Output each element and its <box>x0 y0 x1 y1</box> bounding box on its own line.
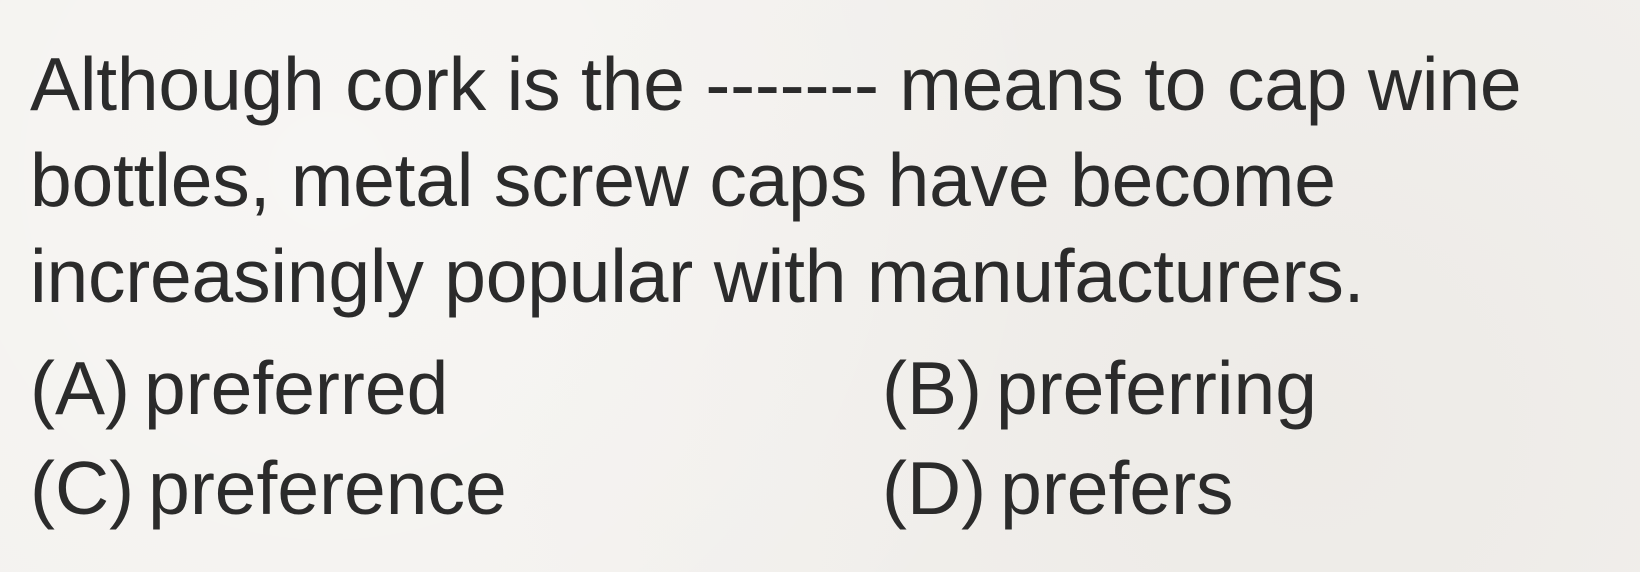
option-d[interactable] <box>882 438 1234 538</box>
option-a-letter: (A) <box>30 346 130 430</box>
option-a[interactable] <box>30 338 448 438</box>
option-c-text: preference <box>148 446 507 530</box>
question-text: Although cork is the ------- means to cap wine bottles, metal screw caps have become increasingly popular with manufacturers. <box>30 42 1522 318</box>
option-b-text: preferring <box>995 346 1317 430</box>
option-d-letter: (D) <box>882 446 987 530</box>
option-a-text: preferred <box>143 346 449 430</box>
option-c[interactable] <box>30 438 507 538</box>
option-c-letter: (C) <box>30 446 135 530</box>
option-b-letter: (B) <box>882 346 982 430</box>
option-b[interactable] <box>882 338 1317 438</box>
option-d-text: prefers <box>1000 446 1234 530</box>
